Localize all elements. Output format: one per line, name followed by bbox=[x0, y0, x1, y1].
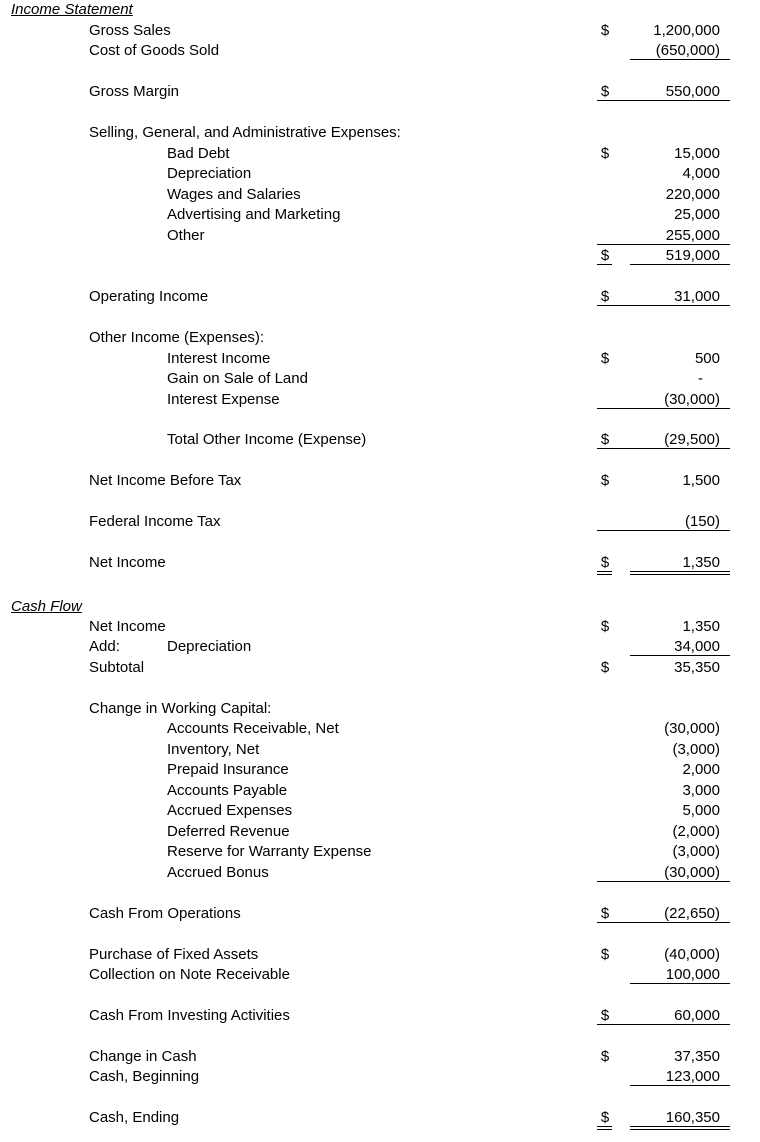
gross-margin-label: Gross Margin bbox=[89, 83, 180, 100]
interest-income-amount: 500 bbox=[694, 350, 720, 367]
net-income-currency: $ bbox=[600, 554, 610, 571]
wages-row bbox=[0, 185, 760, 205]
cogs-amount: (650,000) bbox=[655, 42, 720, 59]
cash-from-operations-currency: $ bbox=[600, 905, 610, 922]
wc-item-amount: 2,000 bbox=[682, 761, 720, 778]
add-depreciation-underline bbox=[630, 655, 730, 656]
gain-on-land-amount: - bbox=[698, 370, 703, 387]
purchase-fixed-assets-label: Purchase of Fixed Assets bbox=[89, 946, 259, 963]
cf-net-income-amount: 1,350 bbox=[682, 618, 720, 635]
change-in-cash-currency: $ bbox=[600, 1048, 610, 1065]
net-income-amount: 1,350 bbox=[682, 554, 720, 571]
gross-sales-row bbox=[0, 21, 760, 41]
sga-other-label: Other bbox=[167, 227, 205, 244]
bad-debt-row bbox=[0, 144, 760, 164]
add-depreciation-label: Depreciation bbox=[167, 638, 252, 655]
wc-item-label: Accounts Receivable, Net bbox=[167, 720, 339, 737]
wc-item-amount: (3,000) bbox=[672, 741, 720, 758]
wc-last-underline bbox=[597, 881, 730, 882]
sga-other-underline bbox=[597, 244, 730, 245]
wc-item-row bbox=[0, 842, 760, 862]
net-income-row bbox=[0, 553, 760, 573]
wc-item-amount: (30,000) bbox=[664, 720, 720, 737]
federal-tax-underline bbox=[597, 530, 730, 531]
federal-tax-amount: (150) bbox=[684, 513, 720, 530]
total-other-income-label: Total Other Income (Expense) bbox=[167, 431, 367, 448]
sga-other-row bbox=[0, 226, 760, 246]
purchase-fixed-assets-currency: $ bbox=[600, 946, 610, 963]
interest-income-label: Interest Income bbox=[167, 350, 271, 367]
total-other-income-row bbox=[0, 430, 760, 450]
cf-net-income-currency: $ bbox=[600, 618, 610, 635]
cash-flow-title: Cash Flow bbox=[11, 598, 82, 615]
wc-item-amount: (3,000) bbox=[672, 843, 720, 860]
note-receivable-amount: 100,000 bbox=[665, 966, 720, 983]
sga-other-amount: 255,000 bbox=[665, 227, 720, 244]
cash-ending-label: Cash, Ending bbox=[89, 1109, 180, 1126]
operating-income-amount: 31,000 bbox=[674, 288, 720, 305]
cash-ending-currency-double-underline bbox=[597, 1126, 612, 1130]
total-other-income-currency: $ bbox=[600, 431, 610, 448]
wc-item-row bbox=[0, 781, 760, 801]
cash-from-operations-amount: (22,650) bbox=[664, 905, 720, 922]
total-other-income-underline bbox=[597, 448, 730, 449]
net-income-label: Net Income bbox=[89, 554, 166, 571]
net-income-currency-double-underline bbox=[597, 571, 612, 575]
advertising-row bbox=[0, 205, 760, 225]
subtotal-currency: $ bbox=[600, 659, 610, 676]
gross-sales-label: Gross Sales bbox=[89, 22, 171, 39]
net-income-before-tax-label: Net Income Before Tax bbox=[89, 472, 242, 489]
gain-on-land-label: Gain on Sale of Land bbox=[167, 370, 308, 387]
cash-from-investing-underline bbox=[597, 1024, 730, 1025]
operating-income-label: Operating Income bbox=[89, 288, 209, 305]
income-statement-title: Income Statement bbox=[11, 1, 133, 18]
subtotal-row bbox=[0, 658, 760, 678]
cash-beginning-amount: 123,000 bbox=[665, 1068, 720, 1085]
interest-expense-label: Interest Expense bbox=[167, 391, 280, 408]
add-depreciation-row bbox=[0, 637, 760, 657]
wc-item-amount: 3,000 bbox=[682, 782, 720, 799]
sga-depreciation-amount: 4,000 bbox=[682, 165, 720, 182]
subtotal-label: Subtotal bbox=[89, 659, 145, 676]
sga-total-currency-underline bbox=[597, 264, 612, 265]
other-income-heading: Other Income (Expenses): bbox=[89, 329, 265, 346]
gain-on-land-row bbox=[0, 369, 760, 389]
cogs-row bbox=[0, 41, 760, 61]
gross-margin-underline bbox=[597, 100, 730, 101]
bad-debt-currency: $ bbox=[600, 145, 610, 162]
operating-income-row bbox=[0, 287, 760, 307]
working-capital-heading-row bbox=[0, 699, 760, 719]
wc-item-amount: (2,000) bbox=[672, 823, 720, 840]
cash-from-investing-row bbox=[0, 1006, 760, 1026]
cf-net-income-label: Net Income bbox=[89, 618, 166, 635]
gross-sales-amount: 1,200,000 bbox=[653, 22, 720, 39]
cf-net-income-row bbox=[0, 617, 760, 637]
wc-item-row bbox=[0, 719, 760, 739]
cogs-label: Cost of Goods Sold bbox=[89, 42, 220, 59]
sga-depreciation-label: Depreciation bbox=[167, 165, 252, 182]
total-other-income-amount: (29,500) bbox=[664, 431, 720, 448]
add-depreciation-amount: 34,000 bbox=[674, 638, 720, 655]
note-receivable-row bbox=[0, 965, 760, 985]
cash-beginning-label: Cash, Beginning bbox=[89, 1068, 200, 1085]
gross-margin-currency: $ bbox=[600, 83, 610, 100]
gross-margin-amount: 550,000 bbox=[665, 83, 720, 100]
sga-total-amount: 519,000 bbox=[665, 247, 720, 264]
sga-total-underline bbox=[630, 264, 730, 265]
change-in-cash-amount: 37,350 bbox=[674, 1048, 720, 1065]
interest-expense-underline bbox=[597, 408, 730, 409]
sga-total-currency: $ bbox=[600, 247, 610, 264]
cash-flow-title-row bbox=[0, 597, 760, 617]
wc-item-label: Accounts Payable bbox=[167, 782, 288, 799]
wc-item-label: Deferred Revenue bbox=[167, 823, 290, 840]
wc-item-label: Accrued Bonus bbox=[167, 864, 269, 881]
wages-label: Wages and Salaries bbox=[167, 186, 301, 203]
cogs-underline bbox=[630, 59, 730, 60]
net-income-before-tax-amount: 1,500 bbox=[682, 472, 720, 489]
operating-income-currency: $ bbox=[600, 288, 610, 305]
gross-margin-row bbox=[0, 82, 760, 102]
purchase-fixed-assets-amount: (40,000) bbox=[664, 946, 720, 963]
cash-from-investing-currency: $ bbox=[600, 1007, 610, 1024]
interest-expense-row bbox=[0, 390, 760, 410]
interest-income-row bbox=[0, 349, 760, 369]
sga-depreciation-row bbox=[0, 164, 760, 184]
add-prefix: Add: bbox=[89, 638, 120, 655]
wages-amount: 220,000 bbox=[665, 186, 720, 203]
operating-income-underline bbox=[597, 305, 730, 306]
cash-ending-amount: 160,350 bbox=[665, 1109, 720, 1126]
wc-item-row bbox=[0, 760, 760, 780]
income-statement-title-row bbox=[0, 0, 760, 20]
sga-total-row bbox=[0, 246, 760, 266]
net-income-double-underline bbox=[630, 571, 730, 575]
wc-item-amount: (30,000) bbox=[664, 864, 720, 881]
cash-from-operations-underline bbox=[597, 922, 730, 923]
interest-expense-amount: (30,000) bbox=[664, 391, 720, 408]
bad-debt-amount: 15,000 bbox=[674, 145, 720, 162]
net-income-before-tax-row bbox=[0, 471, 760, 491]
cash-ending-row bbox=[0, 1108, 760, 1128]
subtotal-amount: 35,350 bbox=[674, 659, 720, 676]
purchase-fixed-assets-row bbox=[0, 945, 760, 965]
cash-from-investing-label: Cash From Investing Activities bbox=[89, 1007, 290, 1024]
wc-item-amount: 5,000 bbox=[682, 802, 720, 819]
cash-ending-double-underline bbox=[630, 1126, 730, 1130]
cash-from-investing-amount: 60,000 bbox=[674, 1007, 720, 1024]
sga-heading-row bbox=[0, 123, 760, 143]
note-receivable-label: Collection on Note Receivable bbox=[89, 966, 290, 983]
working-capital-heading: Change in Working Capital: bbox=[89, 700, 272, 717]
cash-ending-currency: $ bbox=[600, 1109, 610, 1126]
change-in-cash-label: Change in Cash bbox=[89, 1048, 197, 1065]
change-in-cash-row bbox=[0, 1047, 760, 1067]
cash-beginning-underline bbox=[630, 1085, 730, 1086]
federal-tax-label: Federal Income Tax bbox=[89, 513, 221, 530]
wc-item-row bbox=[0, 863, 760, 883]
wc-item-label: Prepaid Insurance bbox=[167, 761, 289, 778]
cash-beginning-row bbox=[0, 1067, 760, 1087]
note-receivable-underline bbox=[630, 983, 730, 984]
wc-item-row bbox=[0, 740, 760, 760]
gross-sales-currency: $ bbox=[600, 22, 610, 39]
advertising-amount: 25,000 bbox=[674, 206, 720, 223]
federal-tax-row bbox=[0, 512, 760, 532]
other-income-heading-row bbox=[0, 328, 760, 348]
cash-from-operations-row bbox=[0, 904, 760, 924]
wc-item-label: Accrued Expenses bbox=[167, 802, 293, 819]
interest-income-currency: $ bbox=[600, 350, 610, 367]
wc-item-row bbox=[0, 801, 760, 821]
net-income-before-tax-currency: $ bbox=[600, 472, 610, 489]
advertising-label: Advertising and Marketing bbox=[167, 206, 341, 223]
wc-item-label: Reserve for Warranty Expense bbox=[167, 843, 372, 860]
wc-item-row bbox=[0, 822, 760, 842]
wc-item-label: Inventory, Net bbox=[167, 741, 260, 758]
bad-debt-label: Bad Debt bbox=[167, 145, 230, 162]
cash-from-operations-label: Cash From Operations bbox=[89, 905, 241, 922]
sga-heading: Selling, General, and Administrative Expenses: bbox=[89, 124, 401, 141]
